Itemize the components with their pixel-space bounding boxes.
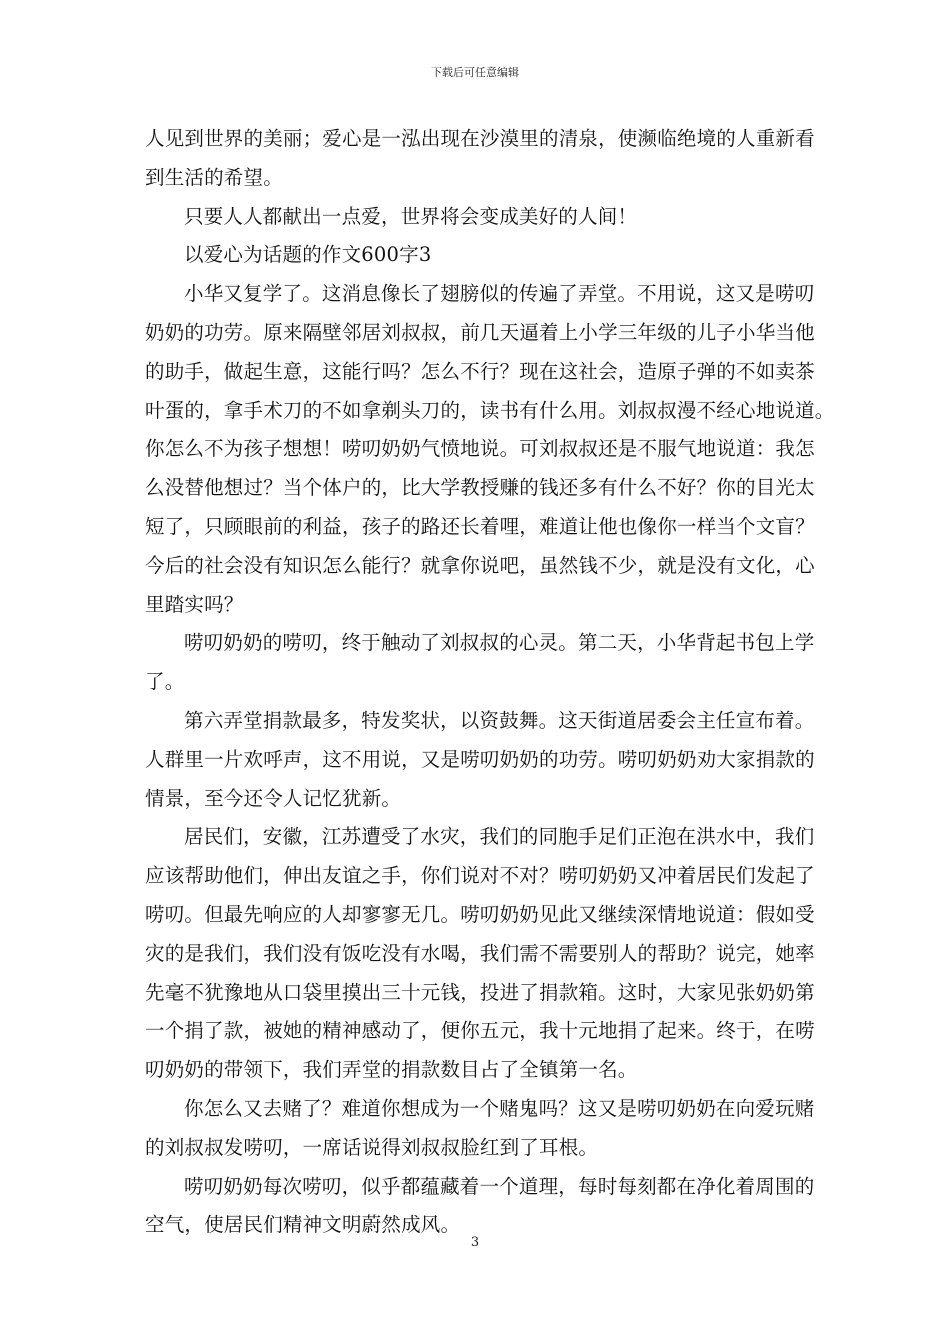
text-line: 小华又复学了。这消息像长了翅膀似的传遍了弄堂。不用说，这又是唠叨 [184, 282, 815, 306]
text-line: 唠叨奶奶的唠叨，终于触动了刘叔叔的心灵。第二天，小华背起书包上学 [184, 631, 815, 655]
text-line: 唠叨。但最先响应的人却寥寥无几。唠叨奶奶见此又继续深情地说道：假如受 [145, 902, 815, 926]
text-line: 么没替他想过？当个体户的，比大学教授赚的钱还多有什么不好？你的目光太 [145, 476, 815, 500]
text-line: 空气，使居民们精神文明蔚然成风。 [145, 1213, 461, 1237]
text-line: 的刘叔叔发唠叨，一席话说得刘叔叔脸红到了耳根。 [145, 1135, 599, 1159]
text-line: 先毫不犹豫地从口袋里摸出三十元钱，投进了捐款箱。这时，大家见张奶奶第 [145, 980, 815, 1004]
paragraph [145, 275, 835, 624]
text-line: 短了，只顾眼前的利益，孩子的路还长着哩，难道让他也像你一样当个文盲？ [145, 514, 815, 538]
text-line: 唠叨奶奶每次唠叨，似乎都蕴藏着一个道理，每时每刻都在净化着周围的 [184, 1174, 815, 1198]
paragraph [145, 702, 813, 818]
text-line: 居民们，安徽，江苏遭受了水灾，我们的同胞手足们正泡在洪水中，我们 [184, 825, 815, 849]
text-line: 人群里一片欢呼声，这不用说，又是唠叨奶奶的功劳。唠叨奶奶劝大家捐款的 [145, 747, 815, 771]
text-line: 情景，至今还令人记忆犹新。 [145, 786, 402, 810]
text-line: 叶蛋的，拿手术刀的不如拿剃头刀的，读书有什么用。刘叔叔漫不经心地说道。 [145, 398, 835, 422]
text-line: 到生活的希望。 [145, 165, 283, 189]
paragraph [145, 1168, 813, 1246]
text-line: 一个捐了款，被她的精神感动了，便你五元，我十元地捐了起来。终于，在唠 [145, 1019, 815, 1043]
page-number: 3 [470, 1235, 480, 1250]
text-line: 了。 [145, 670, 185, 694]
paragraph [145, 120, 813, 198]
text-line: 第六弄堂捐款最多，特发奖状，以资鼓舞。这天街道居委会主任宣布着。 [184, 708, 815, 732]
text-line: 以爱心为话题的作文600字3 [184, 243, 432, 267]
text-line: 人见到世界的美丽；爱心是一泓出现在沙漠里的清泉，使濒临绝境的人重新看 [145, 127, 815, 150]
page-header: 下载后可任意编辑 [431, 66, 519, 79]
text-line: 灾的是我们，我们没有饭吃没有水喝，我们需不需要别人的帮助？说完，她率 [145, 941, 815, 965]
section-heading [145, 236, 813, 275]
text-line: 的助手，做起生意，这能行吗？怎么不行？现在这社会，造原子弹的不如卖茶 [145, 359, 815, 383]
text-line: 奶奶的功劳。原来隔壁邻居刘叔叔，前几天逼着上小学三年级的儿子小华当他 [145, 320, 815, 344]
text-line: 你怎么不为孩子想想！唠叨奶奶气愤地说。可刘叔叔还是不服气地说道：我怎 [145, 437, 815, 461]
text-line: 只要人人都献出一点爱，世界将会变成美好的人间！ [184, 204, 638, 228]
paragraph [145, 818, 813, 1090]
text-line: 叨奶奶的带领下，我们弄堂的捐款数目占了全镇第一名。 [145, 1058, 638, 1082]
text-line: 里踏实吗？ [145, 592, 244, 616]
text-line: 今后的社会没有知识怎么能行？就拿你说吧，虽然钱不少，就是没有文化，心 [145, 553, 815, 577]
paragraph [145, 198, 813, 237]
paragraph [145, 1090, 813, 1168]
text-line: 你怎么又去赌了？难道你想成为一个赌鬼吗？这又是唠叨奶奶在向爱玩赌 [184, 1096, 815, 1120]
paragraph [145, 624, 813, 702]
text-line: 应该帮助他们，伸出友谊之手，你们说对不对？唠叨奶奶又冲着居民们发起了 [145, 864, 815, 888]
page-body [145, 120, 835, 1245]
